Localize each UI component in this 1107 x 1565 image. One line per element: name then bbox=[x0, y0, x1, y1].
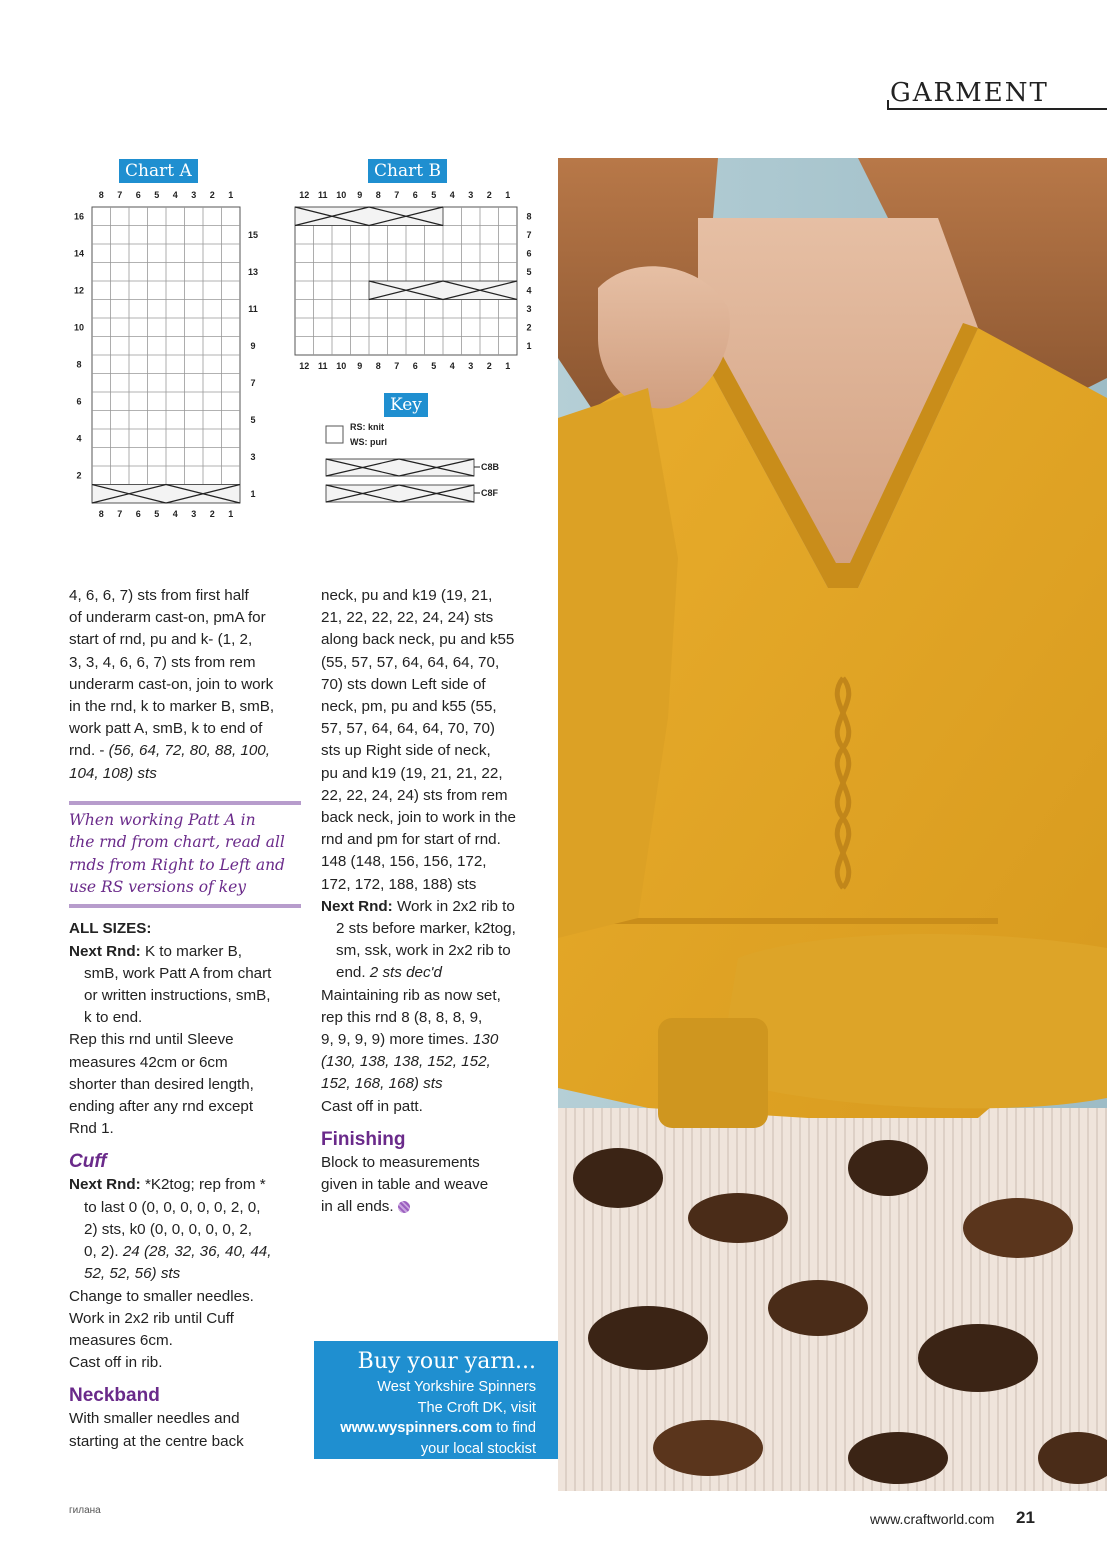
finishing-heading: Finishing bbox=[321, 1128, 406, 1150]
buy-yarn-box bbox=[314, 1341, 558, 1459]
finishing-last: in all ends. bbox=[321, 1196, 553, 1218]
col1-para1-end: rnd. - (56, 64, 72, 80, 88, 100, bbox=[69, 742, 270, 760]
chart-b-col-label: 10 bbox=[336, 361, 347, 371]
next-rnd-line: Next Rnd: K to marker B, bbox=[69, 942, 242, 960]
cuff-continuation: to last 0 (0, 0, 0, 0, 0, 2, 0, 2) sts, k0 (0, 0, 0, 0, 0, 2, 0, 2). 24 (28, 32, 36, 40, 44, 52, 52, 56) sts bbox=[69, 1197, 301, 1286]
col1-para1-line: start of rnd, pu and k- (1, 2, bbox=[69, 631, 253, 649]
col1-para1-line: in the rnd, k to marker B, smB, bbox=[69, 698, 275, 716]
col2-finishing-line: given in table and weave bbox=[321, 1176, 489, 1194]
chart-b-row-label: 7 bbox=[526, 229, 532, 240]
col2-maintain-italic bbox=[321, 1051, 553, 1095]
chart-b-col-label: 7 bbox=[394, 361, 400, 371]
chart-b-row-label: 5 bbox=[526, 266, 532, 277]
chart-b-col-label: 12 bbox=[299, 361, 310, 371]
chart-b-col-label: 10 bbox=[336, 190, 347, 200]
buy-line4: your local stockist bbox=[420, 1440, 536, 1457]
col1-repeat-line: Rnd 1. bbox=[69, 1120, 114, 1138]
note-rule-bottom bbox=[69, 904, 301, 908]
chart-a-row-label: 8 bbox=[76, 359, 82, 370]
chart-b-row-label: 2 bbox=[526, 322, 532, 333]
col1-next-lines-line: smB, work Patt A from chart bbox=[84, 964, 272, 982]
key-knit-swatch bbox=[326, 426, 343, 443]
col1-repeat-line: measures 42cm or 6cm bbox=[69, 1053, 228, 1071]
all-sizes-heading: ALL SIZES: bbox=[69, 920, 152, 938]
chart-a-col-label: 1 bbox=[228, 190, 234, 200]
chart-a-row-label: 7 bbox=[250, 377, 256, 388]
chart-b-row-label: 1 bbox=[526, 340, 532, 351]
col2-lines-line: 172, 172, 188, 188) sts bbox=[321, 875, 477, 893]
buy-line1: West Yorkshire Spinners bbox=[377, 1379, 536, 1395]
neckband-heading: Neckband bbox=[69, 1385, 160, 1407]
col2-lines-line: along back neck, pu and k55 bbox=[321, 631, 515, 649]
chart-a-label: Chart A bbox=[119, 159, 198, 183]
col1-next-lines-line: or written instructions, smB, bbox=[84, 987, 271, 1005]
chart-a-grid bbox=[60, 185, 260, 520]
col1-note-line: the rnd from chart, read all bbox=[69, 833, 285, 852]
col2-maint-line: rep this rnd 8 (8, 8, 8, 9, bbox=[321, 1008, 483, 1026]
chart-b-col-label: 7 bbox=[394, 190, 400, 200]
yarn-ball-icon bbox=[398, 1201, 410, 1213]
key-label: Key bbox=[384, 393, 428, 417]
chart-b-col-label: 5 bbox=[431, 190, 437, 200]
chart-a-row-label: 9 bbox=[250, 340, 256, 351]
chart-b-cable bbox=[295, 207, 443, 226]
col1-note-line: rnds from Right to Left and bbox=[69, 855, 285, 874]
section-rule bbox=[887, 108, 1107, 110]
chart-b-col-label: 1 bbox=[505, 190, 511, 200]
chart-a-row-label: 16 bbox=[73, 211, 85, 222]
chart-a-col-label: 3 bbox=[191, 190, 197, 200]
chart-b-col-label: 6 bbox=[412, 190, 418, 200]
chart-b-row-label: 6 bbox=[526, 248, 532, 259]
chart-a-row-label: 1 bbox=[250, 488, 256, 499]
col1-para1-line: 4, 6, 6, 7) sts from first half bbox=[69, 587, 249, 604]
cuff-next-rnd: Next Rnd: *K2tog; rep from * bbox=[69, 1176, 266, 1194]
col2-lines-line: back neck, join to work in the bbox=[321, 809, 517, 827]
chart-a-col-label: 1 bbox=[228, 509, 234, 519]
chart-b-col-label: 11 bbox=[317, 190, 328, 200]
chart-a-row-label: 10 bbox=[73, 322, 85, 333]
next-rnd-continuation bbox=[69, 963, 301, 1030]
chart-b-col-label: 12 bbox=[299, 190, 310, 200]
chart-a-row-label: 11 bbox=[248, 303, 258, 314]
col2-lines-line: neck, pm, pu and k55 (55, bbox=[321, 698, 497, 716]
chart-b-col-label: 3 bbox=[468, 361, 474, 371]
watermark-text: гилана bbox=[69, 1505, 101, 1516]
neckband-text bbox=[69, 1408, 301, 1452]
chart-a-col-label: 2 bbox=[209, 190, 215, 200]
section-rule-tick bbox=[887, 100, 889, 110]
key-c8f-label: C8F bbox=[481, 488, 499, 498]
chart-b-cable bbox=[369, 281, 517, 300]
chart-b-col-label: 4 bbox=[449, 190, 455, 200]
chart-a-row-label: 5 bbox=[250, 414, 256, 425]
key-c8b-label: C8B bbox=[481, 462, 500, 472]
chart-b-col-label: 3 bbox=[468, 190, 474, 200]
chart-a-col-label: 5 bbox=[154, 509, 160, 519]
section-title: GARMENT bbox=[890, 78, 1049, 108]
maint-italic-line: (130, 138, 138, 152, 152, bbox=[321, 1053, 491, 1071]
key-c8f-swatch bbox=[326, 485, 474, 502]
chart-b-col-label: 2 bbox=[486, 361, 492, 371]
col2-lines-line: 57, 57, 64, 64, 64, 70, 70) bbox=[321, 720, 495, 738]
col2-lines-line: 148 (148, 156, 156, 172, bbox=[321, 853, 487, 871]
chart-b-label: Chart B bbox=[368, 159, 447, 183]
repeat-instructions bbox=[69, 1029, 301, 1140]
buy-url-link[interactable]: www.wyspinners.com bbox=[340, 1420, 493, 1436]
cuff-heading: Cuff bbox=[69, 1151, 107, 1173]
key-c8b-swatch bbox=[326, 459, 474, 476]
col1-cuff-after-line: Work in 2x2 rib until Cuff bbox=[69, 1309, 234, 1327]
col2-maintain bbox=[321, 985, 553, 1029]
col1-cuff-after-line: Cast off in rib. bbox=[69, 1354, 163, 1372]
column-1 bbox=[69, 585, 301, 1453]
chart-a-row-label: 14 bbox=[73, 248, 85, 259]
cuff-after bbox=[69, 1286, 301, 1375]
chart-b-col-label: 2 bbox=[486, 190, 492, 200]
col1-cuff-after-line: Change to smaller needles. bbox=[69, 1287, 254, 1305]
chart-a-col-label: 5 bbox=[154, 190, 160, 200]
chart-b-row-label: 8 bbox=[526, 211, 532, 222]
chart-a-col-label: 6 bbox=[135, 190, 141, 200]
col2-lines bbox=[321, 585, 553, 896]
col1-para1-line: underarm cast-on, join to work bbox=[69, 675, 274, 693]
col2-lines-line: 70) sts down Left side of bbox=[321, 675, 486, 693]
col2-lines-line: pu and k19 (19, 21, 21, 22, bbox=[321, 764, 503, 782]
chart-a-row-label: 13 bbox=[247, 266, 259, 277]
col1-repeat-line: Rep this rnd until Sleeve bbox=[69, 1031, 234, 1049]
chart-a-col-label: 4 bbox=[172, 190, 178, 200]
buy-line3: www.wyspinners.com to find bbox=[340, 1420, 536, 1436]
col1-para1-end2: 104, 108) sts bbox=[69, 764, 157, 782]
col2-next-rnd: Next Rnd: Work in 2x2 rib to bbox=[321, 897, 515, 915]
col2-maint-line3: 9, 9, 9, 9) more times. 130 bbox=[321, 1031, 499, 1049]
col1-note-line: When working Patt A in bbox=[69, 810, 256, 829]
chart-b-col-label: 4 bbox=[449, 361, 455, 371]
col1-cuff-lines-line: 2) sts, k0 (0, 0, 0, 0, 0, 2, bbox=[84, 1220, 252, 1238]
chart-b-col-label: 11 bbox=[317, 361, 328, 371]
chart-a-col-label: 6 bbox=[135, 509, 141, 519]
buy-heading: Buy your yarn... bbox=[357, 1349, 536, 1374]
chart-a-col-label: 8 bbox=[98, 190, 104, 200]
col1-note-line: use RS versions of key bbox=[69, 878, 247, 897]
col2-maint-line: Maintaining rib as now set, bbox=[321, 986, 501, 1004]
col2-lines-line: (55, 57, 57, 64, 64, 64, 70, bbox=[321, 653, 500, 671]
chart-b-row-label: 3 bbox=[526, 303, 532, 314]
chart-a-row-label: 3 bbox=[250, 451, 256, 462]
chart-b-col-label: 5 bbox=[431, 361, 437, 371]
note-rule-top bbox=[69, 801, 301, 805]
maint-italic-line: 152, 168, 168) sts bbox=[321, 1075, 443, 1093]
chart-b-col-label: 9 bbox=[357, 190, 363, 200]
cast-off-line: Cast off in patt. bbox=[321, 1097, 423, 1115]
chart-b-row-label: 4 bbox=[526, 285, 532, 296]
chart-b-grid bbox=[290, 185, 540, 375]
col2-lines-line: rnd and pm for start of rnd. bbox=[321, 831, 501, 849]
chart-a-row-label: 2 bbox=[76, 470, 82, 481]
col1-next-lines-line: k to end. bbox=[84, 1009, 143, 1027]
chart-a-col-label: 7 bbox=[117, 190, 123, 200]
chart-b-col-label: 9 bbox=[357, 361, 363, 371]
chart-a-row-label: 4 bbox=[76, 433, 82, 444]
chart-b-col-label: 6 bbox=[412, 361, 418, 371]
col1-cuff-after-line: measures 6cm. bbox=[69, 1331, 173, 1349]
chart-a-col-label: 8 bbox=[98, 509, 104, 519]
footer-url[interactable]: www.craftworld.com bbox=[870, 1511, 995, 1527]
col1-para1 bbox=[69, 585, 301, 740]
chart-note bbox=[69, 809, 301, 899]
col2-next-lines-line: sm, ssk, work in 2x2 rib to bbox=[336, 942, 511, 960]
buy-line2: The Croft DK, visit bbox=[417, 1399, 536, 1416]
chart-a-col-label: 4 bbox=[172, 509, 178, 519]
col2-next-rnd-continuation: 2 sts before marker, k2tog, sm, ssk, work in 2x2 rib to end. 2 sts dec'd bbox=[321, 918, 553, 985]
col2-lines-line: sts up Right side of neck, bbox=[321, 742, 491, 760]
chart-b-col-label: 1 bbox=[505, 361, 511, 371]
col2-finishing-line: Block to measurements bbox=[321, 1153, 480, 1171]
page-number: 21 bbox=[1016, 1508, 1035, 1527]
col1-repeat-line: shorter than desired length, bbox=[69, 1075, 254, 1093]
col1-repeat-line: ending after any rnd except bbox=[69, 1098, 254, 1116]
chart-a-row-label: 15 bbox=[247, 229, 259, 240]
chart-a-col-label: 2 bbox=[209, 509, 215, 519]
key-ws-purl: WS: purl bbox=[350, 437, 387, 447]
col1-neckband-line: With smaller needles and bbox=[69, 1410, 240, 1428]
chart-a-col-label: 7 bbox=[117, 509, 123, 519]
chart-b-col-label: 8 bbox=[375, 361, 381, 371]
col2-next-lines-line: 2 sts before marker, k2tog, bbox=[336, 920, 516, 938]
col2-lines-line: 21, 22, 22, 22, 24, 24) sts bbox=[321, 609, 494, 627]
col1-para1-line: of underarm cast-on, pmA for bbox=[69, 609, 266, 627]
col1-para1-line: work patt A, smB, k to end of bbox=[69, 720, 263, 738]
chart-b-col-label: 8 bbox=[375, 190, 381, 200]
col1-cuff-lines-line: to last 0 (0, 0, 0, 0, 0, 2, 0, bbox=[84, 1198, 261, 1216]
finishing-text bbox=[321, 1152, 553, 1196]
chart-a-row-label: 12 bbox=[73, 285, 85, 296]
chart-a-row-label: 6 bbox=[76, 396, 82, 407]
col2-lines-line: 22, 22, 24, 24) sts from rem bbox=[321, 786, 508, 804]
column-2 bbox=[321, 585, 553, 1218]
col2-lines-line: neck, pu and k19 (19, 21, bbox=[321, 587, 493, 604]
chart-a-col-label: 3 bbox=[191, 509, 197, 519]
col1-para1-line: 3, 3, 4, 6, 6, 7) sts from rem bbox=[69, 653, 256, 671]
chart-a-cable-row bbox=[92, 485, 240, 504]
sweater-photo bbox=[558, 158, 1107, 1491]
col1-neckband-line: starting at the centre back bbox=[69, 1432, 244, 1450]
key-rs-knit: RS: knit bbox=[350, 422, 385, 432]
